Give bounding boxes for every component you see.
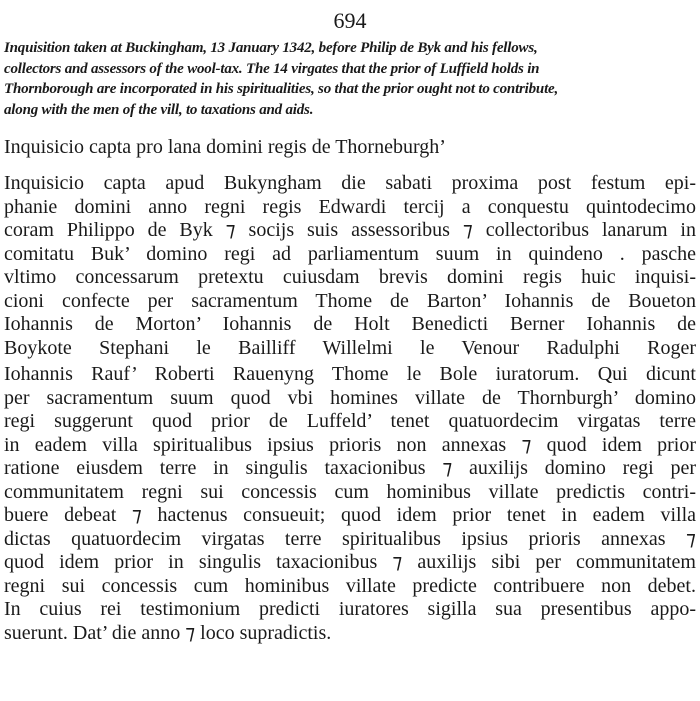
body-line: quod idem prior in singulis taxacionibus ⁊ auxilijs sibi per communitatem [4,551,696,573]
body-line: dictas quatuordecim virgatas terre spiritualibus ipsius prioris annexas ⁊ [4,527,696,550]
body-line: communitatem regni sui concessis cum hominibus villate predictis contri- [4,480,696,503]
body-line: suerunt. Dat’ die anno ⁊ loco supradictis. [4,621,332,644]
body-line: coram Philippo de Byk ⁊ socijs suis assessoribus ⁊ collectoribus lanarum in [4,219,696,241]
body-line: Inquisicio capta apud Bukyngham die sabati proxima post festum epi- [4,172,696,194]
body-line: buere debeat ⁊ hactenus consueuit; quod idem prior tenet in eadem villa [4,504,696,526]
body-line: ratione eiusdem terre in singulis taxacionibus ⁊ auxilijs domino regi per [4,457,696,479]
body-line: in eadem villa spiritualibus ipsius prioris non annexas ⁊ quod idem prior [4,433,696,456]
body-line: Iohannis de Morton’ Iohannis de Holt Benedicti Berner Iohannis de [4,313,696,335]
body-line: In cuius rei testimonium predicti iuratores sigilla sua presentibus appo- [4,598,696,620]
body-line: regni sui concessis cum hominibus villate predicte contribuere non debet. [4,574,696,597]
body-line: per sacramentum suum quod vbi homines villate de Thornburgh’ domino [4,386,696,409]
body-line: vltimo concessarum pretextu cuiusdam brevis domini regis huic inquisi- [4,266,696,288]
english-summary [4,38,696,120]
latin-body [4,172,696,645]
body-line: regi suggerunt quod prior de Luffeld’ tenet quatuordecim virgatas terre [4,410,696,432]
body-line: Iohannis Rauf’ Roberti Rauenyng Thome le Bole iuratorum. Qui dicunt [4,363,696,385]
summary-line: Thornborough are incorporated in his spiritualities, so that the prior ought not to contribute, [4,81,559,97]
body-line: comitatu Buk’ domino regi ad parliamentum suum in quindeno . pasche [4,242,696,265]
body-line: Boykote Stephani le Bailliff Willelmi le Venour Radulphi Roger [4,336,696,359]
summary-line: Inquisition taken at Buckingham, 13 January 1342, before Philip de Byk and his fellows, [4,40,538,56]
page-number: 694 [333,8,367,33]
body-line: phanie domini anno regni regis Edwardi tercij a conquestu quintodecimo [4,195,696,218]
summary-line: collectors and assessors of the wool-tax. The 14 virgates that the prior of Luffield holds in [4,60,540,77]
document-page [4,0,696,645]
summary-line: along with the men of the vill, to taxations and aids. [4,101,314,118]
body-line: cioni confecte per sacramentum Thome de Barton’ Iohannis de Boueton [4,289,696,312]
latin-heading: Inquisicio capta pro lana domini regis de Thorneburgh’ [4,136,446,158]
